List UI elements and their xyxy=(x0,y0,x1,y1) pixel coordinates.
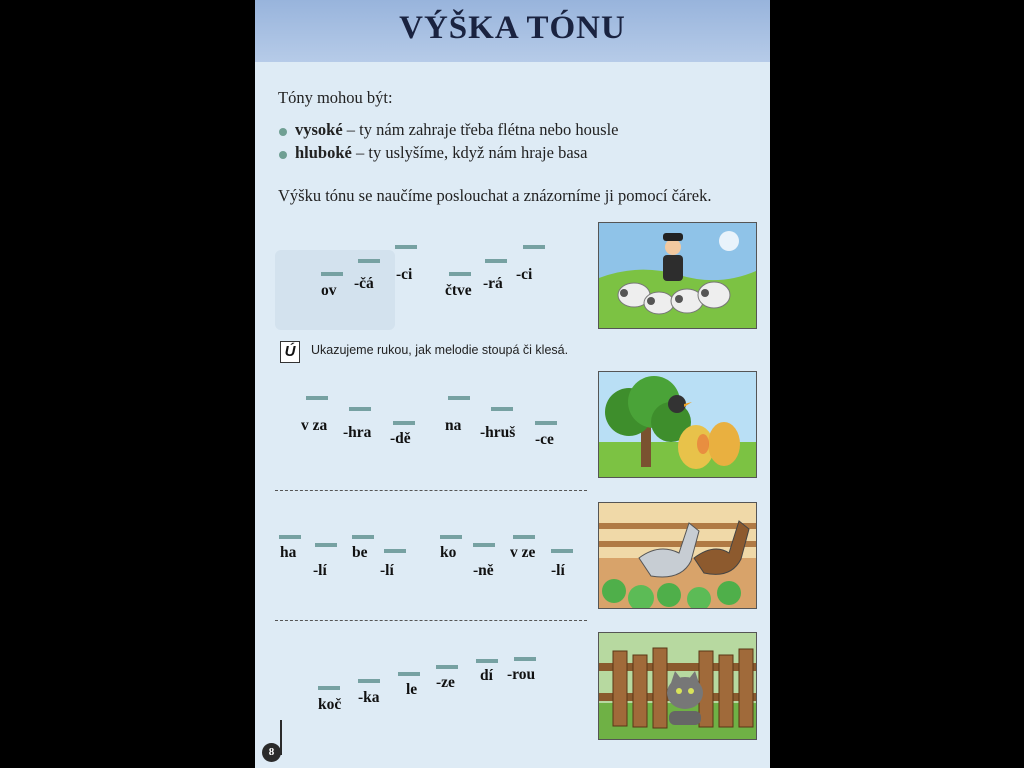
syllable: -lí xyxy=(313,562,327,579)
intro-text: Tóny mohou být: xyxy=(278,88,393,107)
syllable: na xyxy=(445,417,462,434)
syllable: -hruš xyxy=(480,424,516,441)
bullet-dot-icon xyxy=(279,151,287,159)
pitch-dash xyxy=(279,535,301,539)
pitch-dash xyxy=(352,535,374,539)
bullet-description: – ty nám zahraje třeba flétna nebo housle xyxy=(342,120,619,139)
pitch-dash xyxy=(395,245,417,249)
horses-illustration xyxy=(598,502,757,609)
syllable: ha xyxy=(280,544,297,561)
pitch-dash xyxy=(440,535,462,539)
pitch-dash xyxy=(436,665,458,669)
syllable: -ze xyxy=(436,674,455,691)
syllable: be xyxy=(352,544,368,561)
syllable: -lí xyxy=(380,562,394,579)
syllable: -ci xyxy=(396,266,413,283)
syllable: -ce xyxy=(535,431,554,448)
instruction-icon: Ú xyxy=(280,341,300,363)
syllable: -rou xyxy=(507,666,536,683)
syllable: -ci xyxy=(516,266,533,283)
page-number: 8 xyxy=(262,743,281,762)
pitch-dash xyxy=(358,259,380,263)
syllable: čtve xyxy=(445,282,472,299)
pitch-dash xyxy=(318,686,340,690)
bullet-term: hluboké xyxy=(295,143,352,162)
bullet-high-tones xyxy=(295,120,618,140)
pitch-dash xyxy=(398,672,420,676)
syllable: ov xyxy=(321,282,337,299)
pitch-dash xyxy=(513,535,535,539)
syllable: v ze xyxy=(510,544,536,561)
pitch-dash xyxy=(448,396,470,400)
title-bar xyxy=(255,0,770,62)
syllable: -čá xyxy=(354,275,374,292)
syllable: le xyxy=(406,681,418,698)
pitch-dash xyxy=(485,259,507,263)
divider-line xyxy=(275,620,587,621)
workbook-page xyxy=(255,0,770,768)
pitch-dash xyxy=(306,396,328,400)
syllable: v za xyxy=(301,417,328,434)
pitch-dash xyxy=(384,549,406,553)
pitch-dash xyxy=(535,421,557,425)
page-title: VÝŠKA TÓNU xyxy=(399,10,626,46)
divider-line xyxy=(275,490,587,491)
bullet-description: – ty uslyšíme, když nám hraje basa xyxy=(351,143,588,162)
pitch-dash xyxy=(523,245,545,249)
pitch-dash xyxy=(349,407,371,411)
syllable: -ka xyxy=(358,689,380,706)
pitch-dash xyxy=(551,549,573,553)
syllable: -rá xyxy=(483,275,503,292)
pitch-dash xyxy=(514,657,536,661)
pitch-dash xyxy=(321,272,343,276)
bullet-dot-icon xyxy=(279,128,287,136)
pitch-dash xyxy=(491,407,513,411)
pitch-dash xyxy=(473,543,495,547)
syllable: dí xyxy=(480,667,493,684)
syllable: -dě xyxy=(390,430,411,447)
shepherd-illustration xyxy=(598,222,757,329)
bullet-low-tones xyxy=(295,143,587,163)
syllable: -ně xyxy=(473,562,494,579)
pear-tree-illustration xyxy=(598,371,757,478)
pitch-dash xyxy=(449,272,471,276)
pitch-dash xyxy=(476,659,498,663)
syllable: -lí xyxy=(551,562,565,579)
pitch-dash xyxy=(358,679,380,683)
pitch-dash xyxy=(315,543,337,547)
syllable: koč xyxy=(318,696,342,713)
syllable: ko xyxy=(440,544,457,561)
syllable: -hra xyxy=(343,424,372,441)
instruction-text: Ukazujeme rukou, jak melodie stoupá či klesá. xyxy=(311,343,569,357)
cat-fence-illustration xyxy=(598,632,757,740)
pitch-dash xyxy=(393,421,415,425)
bullet-term: vysoké xyxy=(295,120,343,139)
explanation-sentence: Výšku tónu se naučíme poslouchat a znázorníme ji pomocí čárek. xyxy=(278,186,712,205)
